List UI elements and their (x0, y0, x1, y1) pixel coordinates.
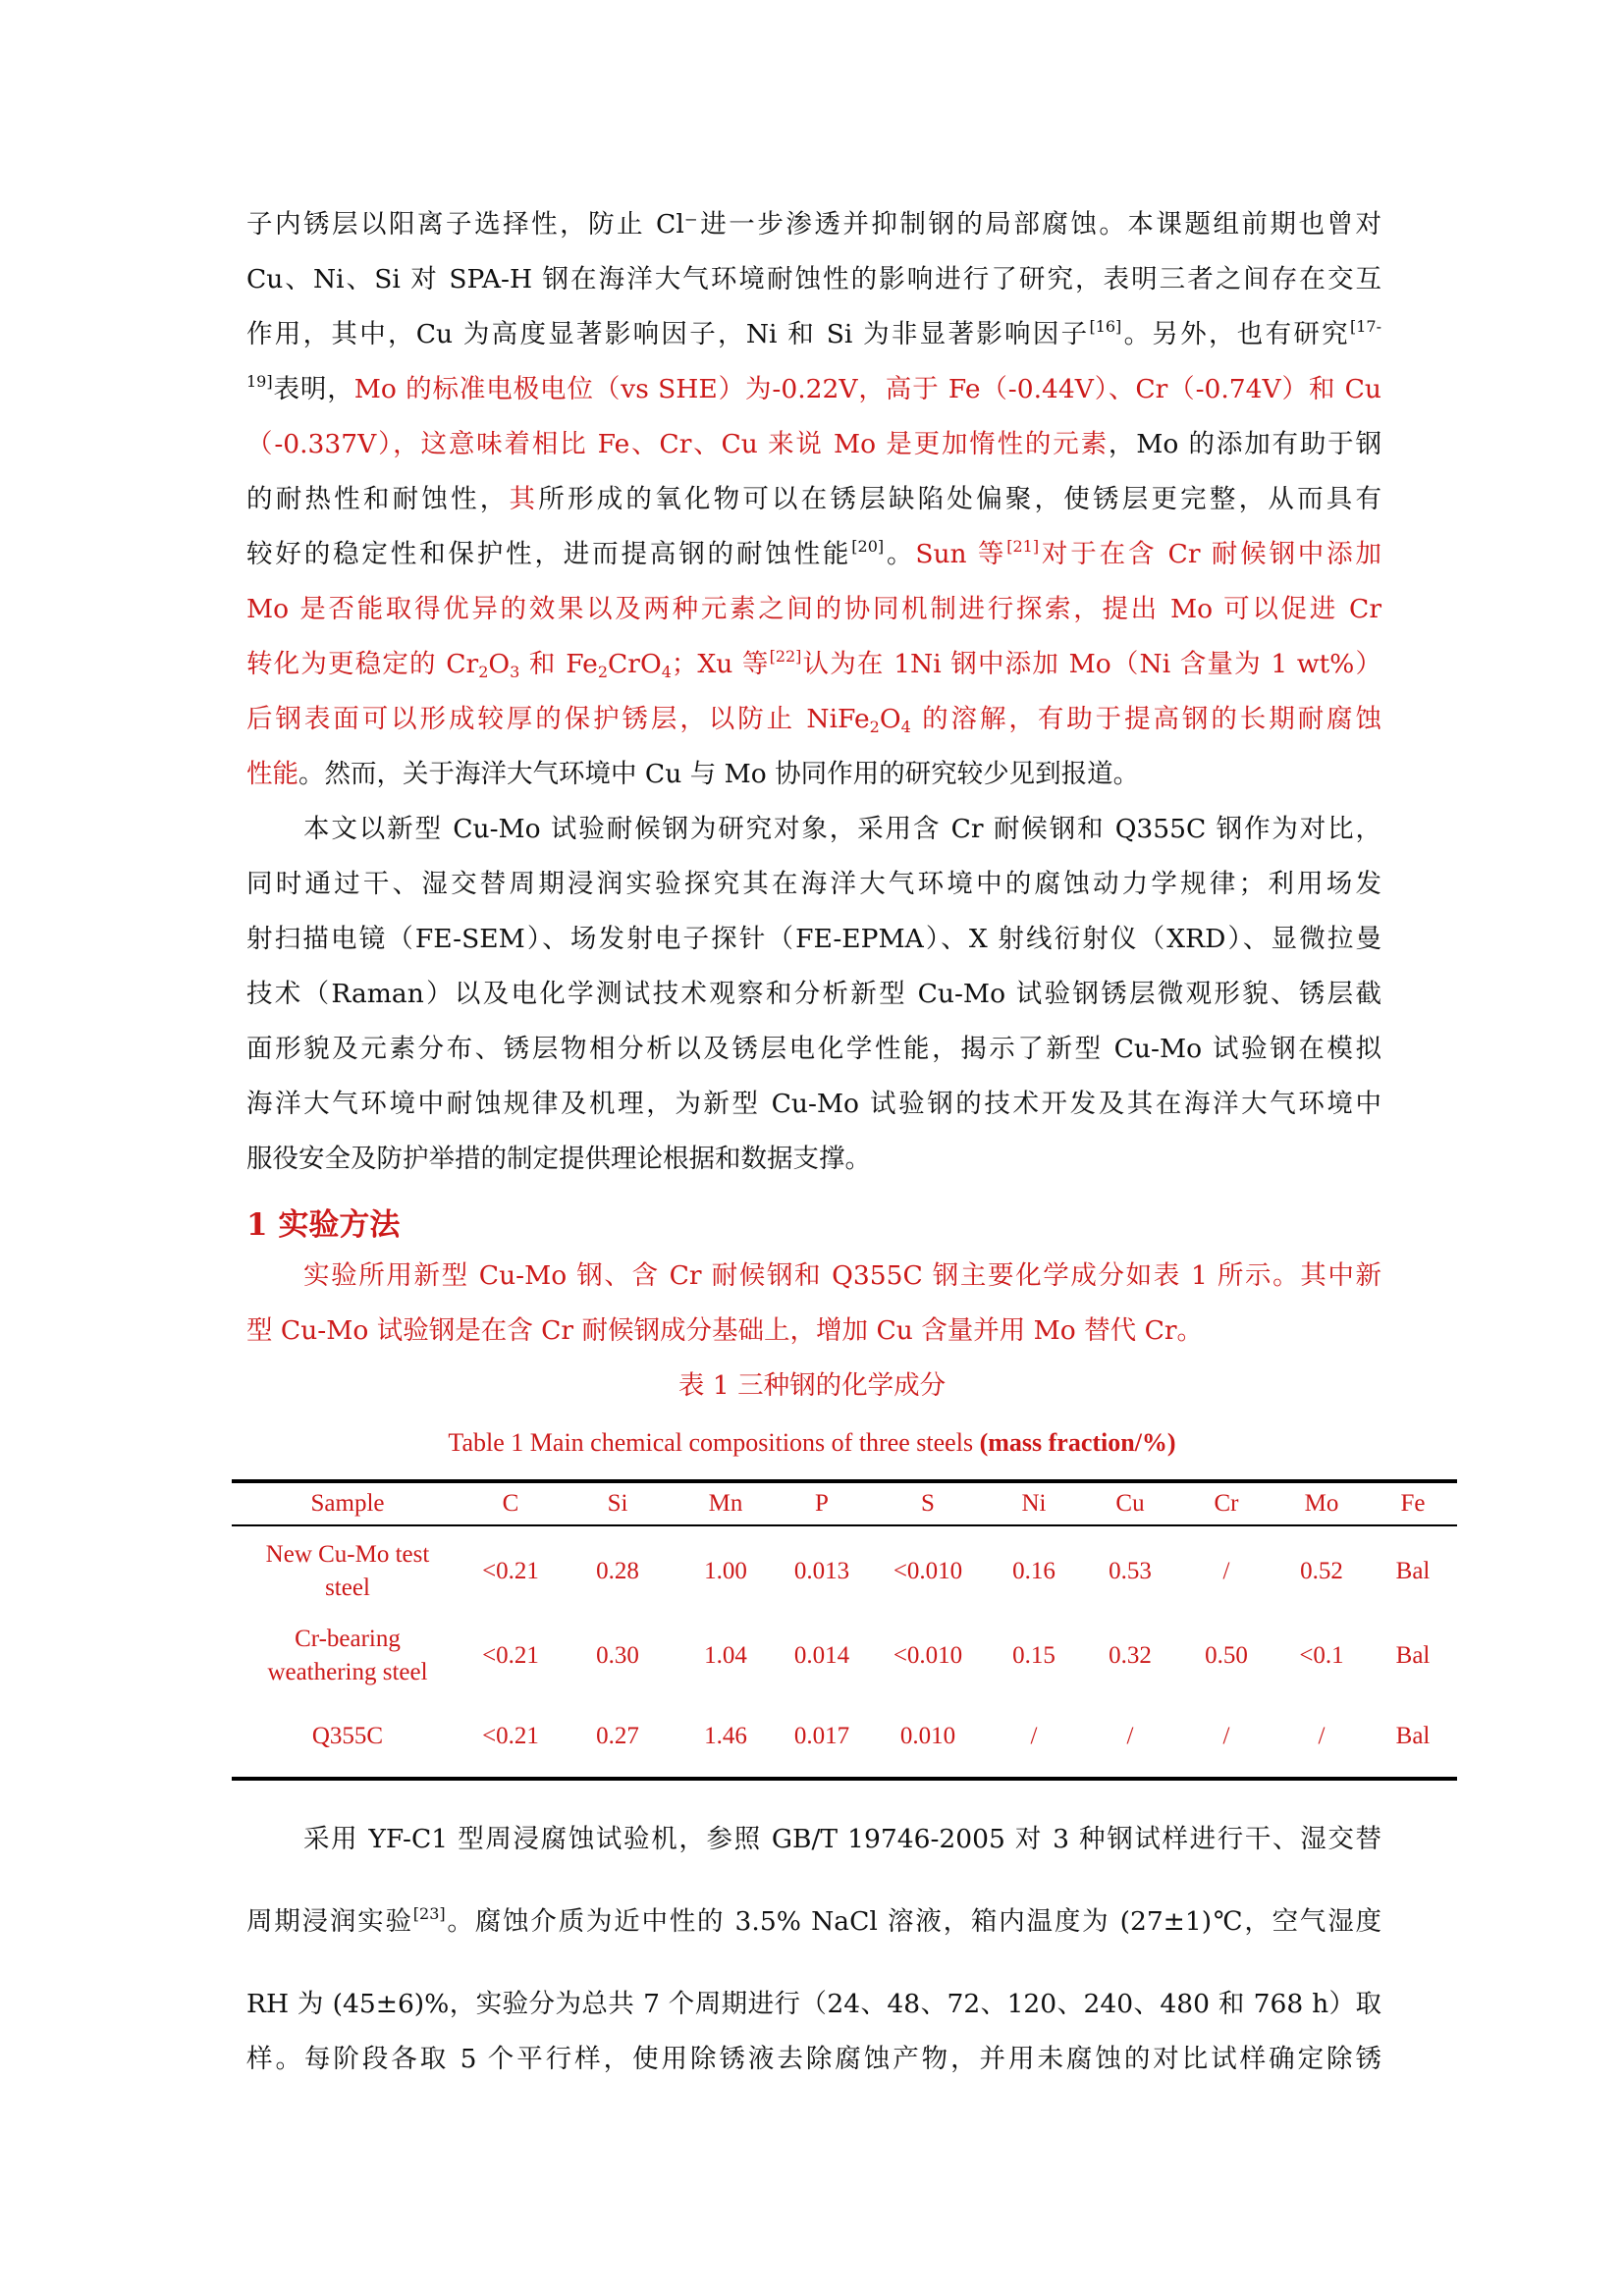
cell: 0.32 (1109, 1642, 1152, 1669)
citation-19: 19] (246, 372, 273, 391)
citation-22: [22] (769, 647, 802, 666)
cell: <0.21 (482, 1557, 539, 1584)
para3-line-2: 周期浸润实验[23]。腐蚀介质为近中性的 3.5% NaCl 溶液，箱内温度为 (27±1)℃，空气湿度 (246, 1904, 1381, 1937)
cell: 0.52 (1300, 1557, 1343, 1584)
para2-line-5: 面形貌及元素分布、锈层物相分析以及锈层电化学性能，揭示了新型 Cu-Mo 试验钢在模拟 (246, 1034, 1381, 1064)
header-sample: Sample (232, 1481, 463, 1525)
table-row (232, 1525, 1457, 1616)
para1-line-5: （-0.337V），这意味着相比 Fe、Cr、Cu 来说 Mo 是更加惰性的元素，Mo 的添加有助于钢 (246, 429, 1381, 459)
header-si: Si (558, 1481, 677, 1525)
citation-17: [17- (1349, 317, 1381, 336)
para1-line-2: Cu、Ni、Si 对 SPA-H 钢在海洋大气环境耐蚀性的影响进行了研究，表明三者之间存在交互 (246, 264, 1381, 294)
cell: Bal (1395, 1557, 1431, 1584)
cell: <0.010 (893, 1557, 963, 1584)
sample-cell: Q355C (232, 1696, 463, 1779)
header-cr: Cr (1178, 1481, 1274, 1525)
section-heading: 1 实验方法 (246, 1207, 401, 1243)
para2-line-2: 同时通过干、湿交替周期浸润实验探究其在海洋大气环境中的腐蚀动力学规律；利用场发 (246, 869, 1381, 899)
citation-21: [21] (1006, 537, 1040, 556)
composition-table (232, 1479, 1457, 1781)
para1-line-10: 后钢表面可以形成较厚的保护锈层，以防止 $NiFe_2O_4$ 的溶解，有助于提高钢的长期耐腐蚀 (246, 704, 1381, 736)
cell: 0.16 (1012, 1557, 1056, 1584)
cell: 0.010 (870, 1696, 986, 1779)
para2-line-7: 服役安全及防护举措的制定提供理论根据和数据支撑。 (246, 1144, 871, 1174)
cell: 0.50 (1205, 1642, 1248, 1669)
header-fe: Fe (1369, 1481, 1457, 1525)
cell: <0.1 (1299, 1642, 1344, 1669)
cell: Bal (1369, 1696, 1457, 1779)
cell: / (1082, 1696, 1178, 1779)
cell: 1.00 (704, 1557, 747, 1584)
para1-line-4: $^{19]}$表明，Mo 的标准电极电位（vs SHE）为-0.22V，高于 Fe（-0.44V）、Cr（-0.74V）和 Cu (246, 372, 1382, 404)
header-mn: Mn (677, 1481, 774, 1525)
cell: 0.017 (774, 1696, 870, 1779)
cell: 0.013 (793, 1557, 850, 1584)
para1-line-3: 作用，其中，Cu 为高度显著影响因子，Ni 和 Si 为非显著影响因子[16]。另外，也有研究$^{[17-}$ (246, 317, 1381, 349)
header-c: C (463, 1481, 558, 1525)
cell: / (1222, 1557, 1230, 1584)
citation-23: [23] (412, 1904, 446, 1923)
para2-line-3: 射扫描电镜（FE-SEM）、场发射电子探针（FE-EPMA）、X 射线衍射仪（XRD）、显微拉曼 (246, 924, 1381, 954)
para1-line-1: 子内锈层以阳离子选择性，防止 Cl⁻进一步渗透并抑制钢的局部腐蚀。本课题组前期也曾对 (246, 209, 1381, 240)
header-p: P (774, 1481, 870, 1525)
cell: 0.27 (558, 1696, 677, 1779)
header-cu: Cu (1082, 1481, 1178, 1525)
cell: 0.15 (1012, 1642, 1056, 1669)
table-caption-unit: (mass fraction/%) (979, 1428, 1176, 1457)
cell: <0.010 (893, 1642, 963, 1669)
cell: 1.46 (677, 1696, 774, 1779)
para2-line-6: 海洋大气环境中耐蚀规律及机理，为新型 Cu-Mo 试验钢的技术开发及其在海洋大气环境中 (246, 1089, 1381, 1119)
para3-line-4: 样。每阶段各取 5 个平行样，使用除锈液去除腐蚀产物，并用未腐蚀的对比试样确定除锈 (246, 2044, 1381, 2074)
table-row (232, 1616, 1457, 1696)
header-s: S (870, 1481, 986, 1525)
cell: / (1178, 1696, 1274, 1779)
header-mo: Mo (1274, 1481, 1369, 1525)
section1-line-1: 实验所用新型 Cu-Mo 钢、含 Cr 耐候钢和 Q355C 钢主要化学成分如表 1 所示。其中新 (303, 1260, 1381, 1291)
table-caption-en: Table 1 Main chemical compositions of three steels (mass fraction/%) (448, 1428, 1176, 1457)
cell: <0.21 (463, 1696, 558, 1779)
cell: / (1274, 1696, 1369, 1779)
para2-line-4: 技术（Raman）以及电化学测试技术观察和分析新型 Cu-Mo 试验钢锈层微观形貌、锈层截 (246, 979, 1381, 1009)
citation-16: [16] (1089, 317, 1122, 336)
cell: 1.04 (704, 1642, 747, 1669)
sample-cell: New Cu-Mo test steel (265, 1540, 430, 1601)
cell: / (986, 1696, 1082, 1779)
sample-cell: Cr-bearing weathering steel (267, 1626, 428, 1685)
para1-line-8: Mo 是否能取得优异的效果以及两种元素之间的协同机制进行探索，提出 Mo 可以促进 Cr (246, 594, 1381, 624)
cell: <0.21 (482, 1642, 539, 1669)
section1-line-2: 型 Cu-Mo 试验钢是在含 Cr 耐候钢成分基础上，增加 Cu 含量并用 Mo 替代 Cr。 (246, 1315, 1204, 1346)
para3-line-3: RH 为 (45±6)%，实验分为总共 7 个周期进行（24、48、72、120、240、480 和 768 h）取 (246, 1989, 1381, 2019)
cell: 0.53 (1109, 1557, 1152, 1584)
para1-line-9: 转化为更稳定的 $Cr_2O_3$ 和 $Fe_2CrO_4$；Xu 等[22]认为在 1Ni 钢中添加 Mo（Ni 含量为 1 wt%） (246, 647, 1381, 681)
cell: 0.014 (793, 1642, 850, 1669)
para1-line-7: 较好的稳定性和保护性，进而提高钢的耐蚀性能[20]。Sun 等[21]对于在含 Cr 耐候钢中添加 (246, 537, 1382, 569)
para2-line-1: 本文以新型 Cu-Mo 试验耐候钢为研究对象，采用含 Cr 耐候钢和 Q355C 钢作为对比， (303, 814, 1381, 844)
cell: Bal (1395, 1642, 1431, 1669)
table-header-row (232, 1481, 1457, 1525)
table-row (232, 1696, 1457, 1779)
cell: 0.30 (596, 1642, 639, 1669)
para1-line-6: 的耐热性和耐蚀性，其所形成的氧化物可以在锈层缺陷处偏聚，使锈层更完整，从而具有 (246, 484, 1382, 514)
citation-20: [20] (851, 537, 885, 556)
header-ni: Ni (986, 1481, 1082, 1525)
para1-line-11: 性能。然而，关于海洋大气环境中 Cu 与 Mo 协同作用的研究较少见到报道。 (246, 759, 1140, 789)
cell: 0.28 (596, 1557, 639, 1584)
para3-line-1: 采用 YF-C1 型周浸腐蚀试验机，参照 GB/T 19746-2005 对 3 种钢试样进行干、湿交替 (303, 1824, 1381, 1854)
table-caption-cn: 表 1 三种钢的化学成分 (677, 1370, 947, 1401)
